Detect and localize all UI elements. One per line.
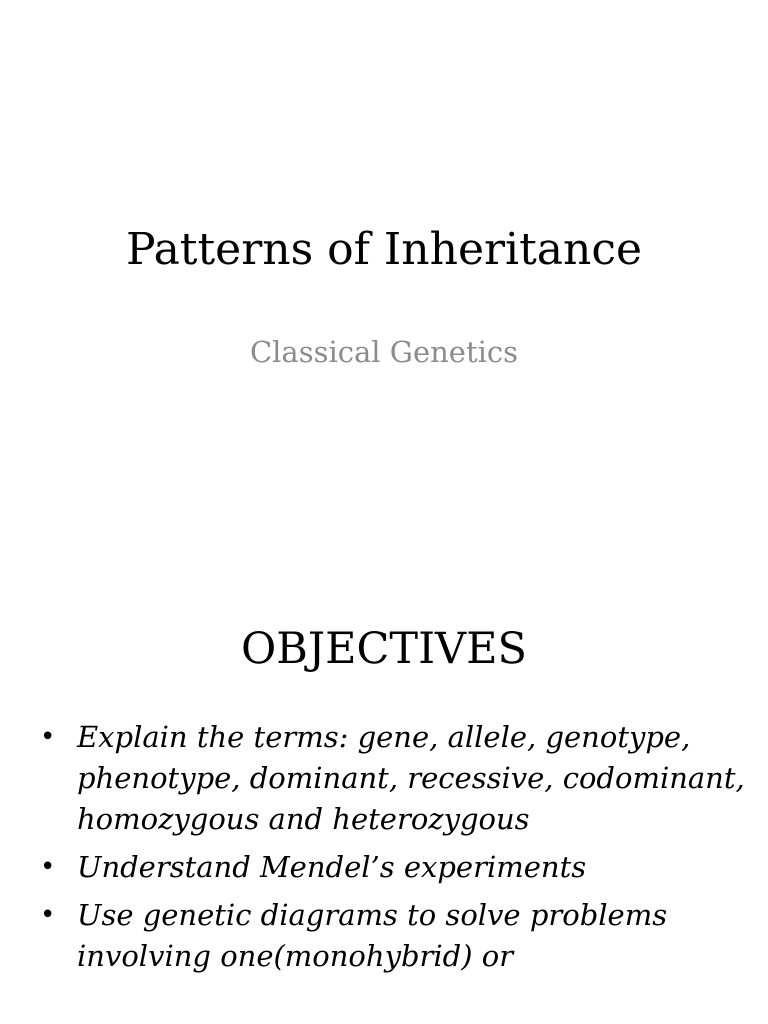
objective-item <box>40 895 745 977</box>
slide-title: Patterns of Inheritance <box>125 224 643 275</box>
bullet-icon: • <box>40 852 56 882</box>
objective-text: Understand Mendel’s experiments <box>77 850 587 884</box>
objectives-list <box>40 717 745 984</box>
bullet-icon: • <box>40 900 56 930</box>
objective-item <box>40 847 745 888</box>
objective-item <box>40 717 745 840</box>
objectives-slide <box>0 512 768 1024</box>
objective-text: Explain the terms: gene, allele, genotype, phenotype, dominant, recessive, codominant, homozygous and heterozygous <box>77 720 745 836</box>
objective-text: Use genetic diagrams to solve problems involving one(monohybrid) or <box>77 898 668 973</box>
objectives-heading: OBJECTIVES <box>241 624 527 674</box>
bullet-icon: • <box>40 722 56 752</box>
slide-subtitle: Classical Genetics <box>249 335 519 369</box>
